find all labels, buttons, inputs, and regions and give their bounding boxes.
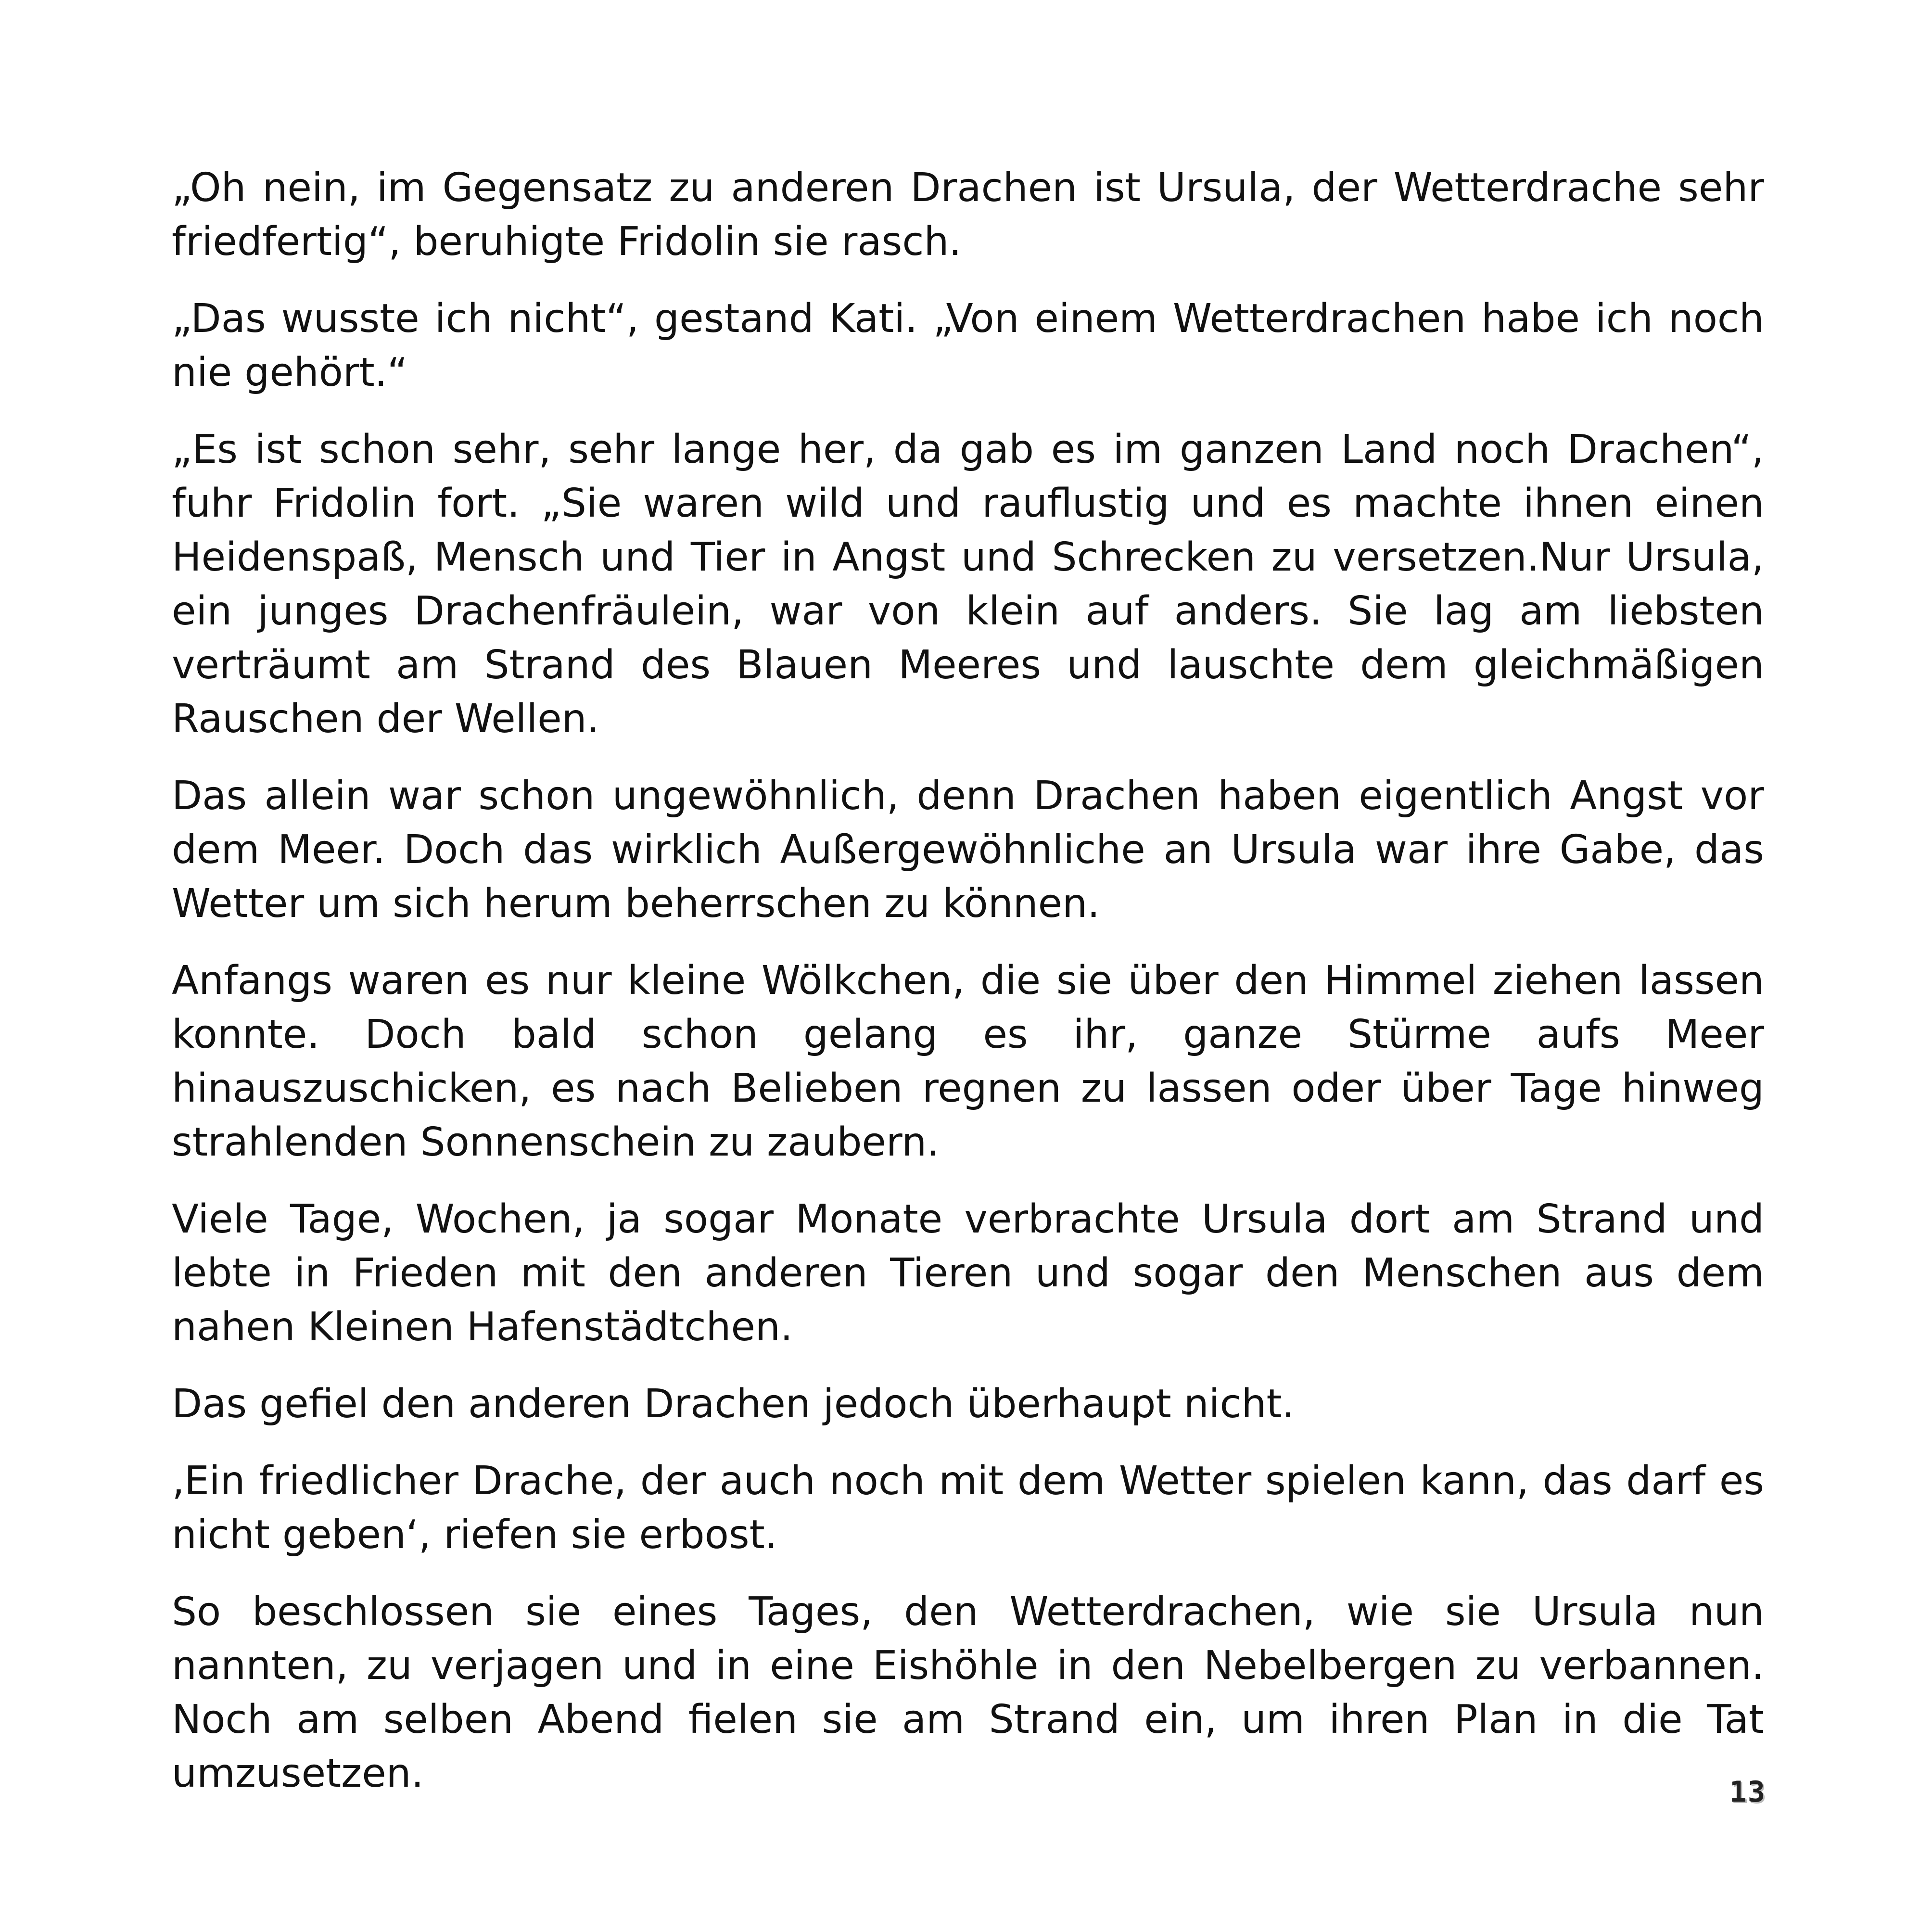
- page-number: 13: [1729, 1775, 1766, 1809]
- paragraph: So beschlossen sie eines Tages, den Wetterdrachen, wie sie Ursula nun nannten, zu verjagen und in eine Eishöhle in den Nebelbergen zu verbannen. Noch am selben Abend fielen sie am Strand ein, um ihren Plan in die Tat umzusetzen.: [172, 1589, 1764, 1796]
- paragraph: Anfangs waren es nur kleine Wölkchen, die sie über den Himmel ziehen lassen konnte. Doch bald schon gelang es ihr, ganze Stürme aufs Meer hinauszuschicken, es nach Belieben regnen zu lassen oder über Tage hinweg strahlenden Sonnenschein zu zaubern.: [172, 958, 1764, 1165]
- paragraph: „Es ist schon sehr, sehr lange her, da gab es im ganzen Land noch Drachen“, fuhr Fridolin fort. „Sie waren wild und rauflustig und es machte ihnen einen Heidenspaß, Mensch und Tier in Angst und Schrecken zu versetzen.Nur Ursula, ein junges Drachenfräulein, war von klein auf anders. Sie lag am liebsten verträumt am Strand des Blauen Meeres und lauschte dem gleichmäßigen Rauschen der Wellen.: [172, 427, 1764, 742]
- paragraph: ‚Ein friedlicher Drache, der auch noch mit dem Wetter spielen kann, das darf es nicht geben‘, riefen sie erbost.: [172, 1458, 1764, 1558]
- body-text: [172, 161, 1764, 1824]
- paragraph: Viele Tage, Wochen, ja sogar Monate verbrachte Ursula dort am Strand und lebte in Frieden mit den anderen Tieren und sogar den Menschen aus dem nahen Kleinen Hafenstädtchen.: [172, 1196, 1764, 1350]
- paragraph: Das allein war schon ungewöhnlich, denn Drachen haben eigentlich Angst vor dem Meer. Doch das wirklich Außergewöhnliche an Ursula war ihre Gabe, das Wetter um sich herum beherrschen zu können.: [172, 773, 1764, 927]
- paragraph: „Das wusste ich nicht“, gestand Kati. „Von einem Wetterdrachen habe ich noch nie gehört.“: [172, 296, 1764, 395]
- paragraph: Das gefiel den anderen Drachen jedoch überhaupt nicht.: [172, 1381, 1295, 1427]
- paragraph: „Oh nein, im Gegensatz zu anderen Drachen ist Ursula, der Wetterdrache sehr friedfertig“, beruhigte Fridolin sie rasch.: [172, 165, 1764, 265]
